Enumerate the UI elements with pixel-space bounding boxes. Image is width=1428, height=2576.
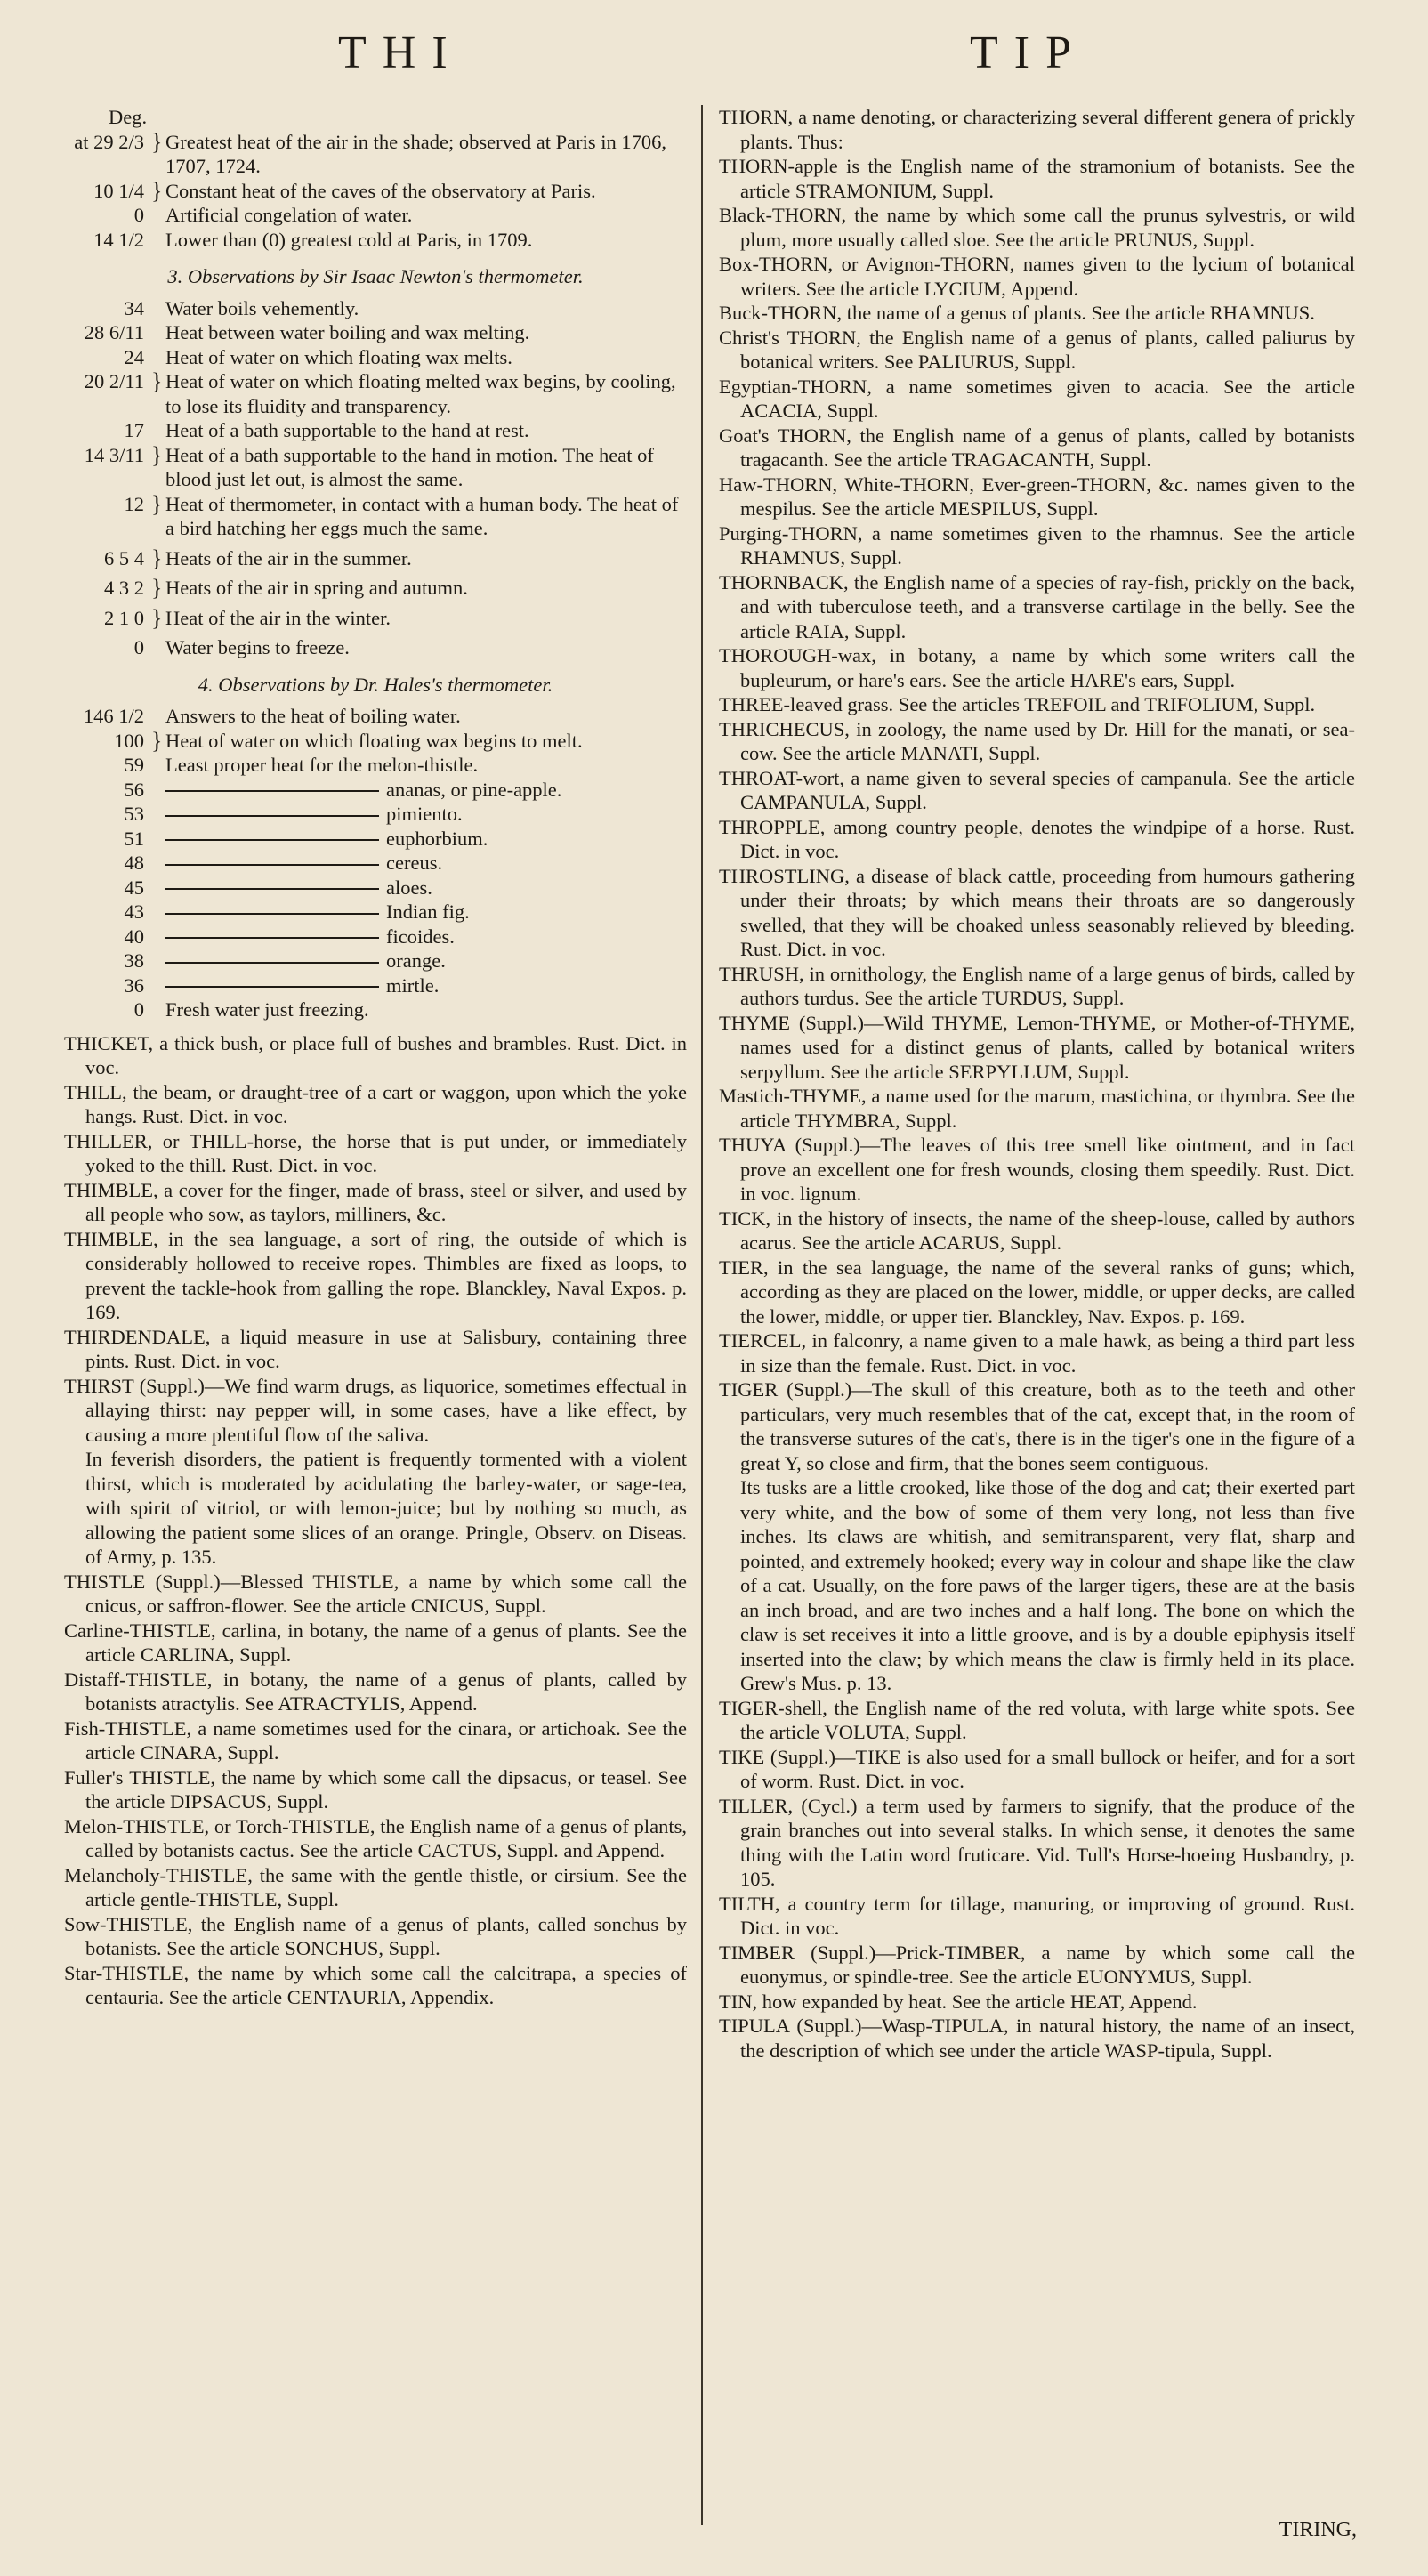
entry-continuation: In feverish disorders, the patient is frequently tormented with a violent thirst, which is moderated by acidulating the barley-water, or sage-tea, with spirit of vitriol, or with lemon-juice; but by nothing so much, as allowing the patient some slices of an orange. Pringle, Observ. on Diseas. of Army, p. 135. [85,1448,687,1568]
brace-icon: } [151,490,163,517]
entry: Carline-THISTLE, carlina, in botany, the name of a genus of plants. See the article CARLINA, Suppl. [64,1619,687,1666]
entry: THROSTLING, a disease of black cattle, proceeding from humours gathering under their throats; by which means their throats are so dangerously swelled, that they will be choaked unless seasonably relieved by bleeding. Rust. Dict. in voc. [719,864,1355,960]
ditto-rule [165,864,379,866]
ditto-rule [165,913,379,915]
brace-icon: } [151,368,163,394]
deg-desc: Heat of the air in the winter. [165,606,391,629]
entry: Haw-THORN, White-THORN, Ever-green-THORN, &c. names given to the mespilus. See the article MESPILUS, Suppl. [719,472,1355,520]
deg-desc: Fresh water just freezing. [165,998,369,1021]
entry: TICK, in the history of insects, the name of the sheep-louse, called by authors acarus. See the article ACARUS, Suppl. [719,1207,1355,1254]
deg-value: 17 [124,419,144,441]
deg-desc: Artificial congelation of water. [165,204,413,226]
table-row [64,997,687,1022]
deg-desc: Heat of a bath supportable to the hand at rest. [165,419,529,441]
table-row [64,876,687,900]
ditto-rule [165,962,379,964]
ditto-rule [165,815,379,817]
table-row [64,296,687,321]
deg-value: 2 1 0 [104,606,144,629]
running-header-left: THI [338,28,464,78]
deg-value: 4 3 2 [104,577,144,599]
deg-desc: pimiento. [386,803,463,825]
entry: Goat's THORN, the English name of a genus of plants, called by botanists tragacanth. See the article TRAGACANTH, Suppl. [719,424,1355,471]
entry: TIGER-shell, the English name of the red voluta, with large white spots. See the article VOLUTA, Suppl. [719,1696,1355,1743]
entry: THIMBLE, a cover for the finger, made of brass, steel or silver, and used by all people who sow, as taylors, milliners, &c. [64,1178,687,1225]
deg-desc: Heat of thermometer, in contact with a human body. The heat of a bird hatching her eggs much the same. [165,492,679,539]
entry: Sow-THISTLE, the English name of a genus of plants, called sonchus by botanists. See the article SONCHUS, Suppl. [64,1912,687,1959]
table-row [64,418,687,443]
table-row [64,576,687,601]
deg-desc: Least proper heat for the melon-thistle. [165,754,479,776]
deg-value: 14 3/11 [84,443,144,466]
deg-value: 53 [124,803,144,825]
deg-value: 36 [124,973,144,997]
deg-desc: Heat of water on which floating wax begins to melt. [165,729,583,752]
ditto-rule [165,937,379,939]
entry: THRUSH, in ornithology, the English name of a large genus of birds, called by authors turdus. See the article TURDUS, Suppl. [719,962,1355,1009]
entry: TIGER (Suppl.)—The skull of this creature, both as to the teeth and other particulars, very much resembles that of the cat, except that, in the room of the transverse sutures of the cat's, there is in the tiger's one in the figure of a great Y, so close and firm, that the bones seem contiguous. [719,1378,1355,1474]
entry: Fuller's THISTLE, the name by which some call the dipsacus, or teasel. See the article DIPSACUS, Suppl. [64,1765,687,1813]
table-row [64,949,687,973]
table-row [64,130,687,179]
table-row [64,203,687,228]
table-row [64,973,687,998]
table-row [64,704,687,729]
entry: Black-THORN, the name by which some call the prunus sylvestris, or wild plum, more usually called sloe. See the article PRUNUS, Suppl. [719,204,1355,251]
ditto-rule [165,986,379,988]
entry-continuation: Its tusks are a little crooked, like those of the dog and cat; their exerted part very white, and the bow of some of them very long, not less than five inches. Its claws are whitish, and semitransparent, very flat, sharp and pointed, and extremely hooked; every way in colour and shape like the claw of a cat. Usually, on the fore paws of the larger tigers, these are at the basis an inch broad, and are two inches and a half long. The bone on which the claw is set receives it into a little groove, and is by a double epiphysis itself inserted into the claw; by which means the claw is firmly held in its place. Grew's Mus. p. 13. [740,1476,1355,1694]
deg-desc: euphorbium. [386,827,488,850]
deg-desc: ficoides. [386,925,455,948]
deg-value: 28 6/11 [84,321,144,343]
entry: TIKE (Suppl.)—TIKE is also used for a small bullock or heifer, and for a sort of worm. Rust. Dict. in voc. [719,1745,1355,1792]
entry: THOROUGH-wax, in botany, a name by which some writers call the bupleurum, or hare's ears. See the article HARE's ears, Suppl. [719,644,1355,691]
entry: THYME (Suppl.)—Wild THYME, Lemon-THYME, or Mother-of-THYME, names used for a distinct genus of plants, called by botanical writers serpyllum. See the article SERPYLLUM, Suppl. [719,1011,1355,1083]
deg-desc: Heat of water on which floating melted wax begins, by cooling, to lose its fluidity and transparency. [165,370,676,417]
deg-desc: Greatest heat of the air in the shade; observed at Paris in 1706, 1707, 1724. [165,130,666,177]
ditto-rule [165,790,379,792]
obs4-title: 4. Observations by Dr. Hales's thermometer. [198,673,553,696]
entry: THROAT-wort, a name given to several species of campanula. See the article CAMPANULA, Suppl. [719,766,1355,813]
entry: THILLER, or THILL-horse, the horse that is put under, or immediately yoked to the thill. Rust. Dict. in voc. [64,1129,687,1176]
deg-desc: Constant heat of the caves of the observatory at Paris. [165,179,596,202]
table-row [64,729,687,754]
deg-value: 45 [124,876,144,899]
table-row [64,827,687,852]
brace-icon: } [151,727,163,754]
entry: Melon-THISTLE, or Torch-THISTLE, the English name of a genus of plants, called by botanists cactus. See the article CACTUS, Suppl. and Append. [64,1814,687,1861]
deg-value: 0 [133,998,144,1021]
entry: THUYA (Suppl.)—The leaves of this tree smell like ointment, and in fact prove an excellent one for fresh wounds, closing them speedily. Rust. Dict. in voc. lignum. [719,1134,1355,1205]
deg-desc: Heats of the air in the summer. [165,546,412,569]
entry: Box-THORN, or Avignon-THORN, names given to the lycium of botanical writers. See the article LYCIUM, Append. [719,253,1355,300]
deg-desc: Lower than (0) greatest cold at Paris, in 1709. [165,228,533,251]
column-divider [701,105,703,2525]
table-row [64,228,687,253]
deg-desc: Heat of water on which floating wax melts. [165,345,512,368]
entry: THREE-leaved grass. See the articles TREFOIL and TRIFOLIUM, Suppl. [719,693,1316,715]
entry: THIMBLE, in the sea language, a sort of ring, the outside of which is considerably hollowed to receive ropes. Thimbles are fixed as loops, to prevent the tackle-hook from galling the rope. Blanckley, Naval Expos. p. 169. [64,1227,687,1323]
brace-icon: } [151,545,163,571]
table-row [64,546,687,571]
deg-value: 146 1/2 [83,705,144,727]
brace-icon: } [151,128,163,155]
entry: TILLER, (Cycl.) a term used by farmers to signify, that the produce of the grain branches out into several stalks. In which sense, it denotes the same thing with the Latin word fruticare. Vid. Tull's Horse-hoeing Husbandry, p. 105. [719,1794,1355,1890]
table-row [64,606,687,631]
deg-desc: Heat between water boiling and wax melting. [165,321,530,343]
deg-value: 48 [124,852,144,874]
deg-desc: Heat of a bath supportable to the hand in motion. The heat of blood just let out, is almost the same. [165,443,654,490]
entry: TIER, in the sea language, the name of the several ranks of guns; which, according as they are placed on the lower, middle, or upper decks, are called the lower, middle, or upper tier. Blanckley, Nav. Expos. p. 169. [719,1256,1355,1328]
entry: TIPULA (Suppl.)—Wasp-TIPULA, in natural history, the name of an insect, the description of which see under the article WASP-tipula, Suppl. [719,2015,1355,2062]
deg-value: 0 [133,636,144,658]
deg-desc: Indian fig. [386,900,470,923]
deg-value: 43 [124,900,144,923]
deg-value: 56 [124,778,144,801]
deg-desc: Water begins to freeze. [165,636,350,658]
entry: THIRST (Suppl.)—We find warm drugs, as liquorice, sometimes effectual in allaying thirst: nay pepper will, in some cases, have a like effect, by causing a more plentiful flow of the saliva. [64,1374,687,1446]
deg-desc: Water boils vehemently. [165,296,359,319]
entry: Melancholy-THISTLE, the same with the gentle thistle, or cirsium. See the article gentle-THISTLE, Suppl. [64,1863,687,1910]
brace-icon: } [151,177,163,204]
table-row [64,492,687,541]
running-header-right: TIP [970,28,1087,78]
entry: Egyptian-THORN, a name sometimes given to acacia. See the article ACACIA, Suppl. [719,375,1355,422]
deg-value: 20 2/11 [84,370,144,392]
left-entries [64,1031,687,2010]
table-row [64,635,687,660]
deg-value: 59 [124,754,144,776]
deg-value: 24 [124,345,144,368]
entry: Mastich-THYME, a name used for the marum, mastichina, or thymbra. See the article THYMBRA, Suppl. [719,1085,1355,1132]
entry: Distaff-THISTLE, in botany, the name of a genus of plants, called by botanists atractylis. See ATRACTYLIS, Append. [64,1668,687,1715]
table-row [64,345,687,370]
entry: TIN, how expanded by heat. See the article HEAT, Append. [719,1990,1198,2013]
table-row [64,900,687,925]
brace-icon: } [151,575,163,601]
catchword: TIRING, [1279,2518,1357,2541]
entry: THROPPLE, among country people, denotes the windpipe of a horse. Rust. Dict. in voc. [719,815,1355,862]
table-row [64,851,687,876]
deg-value: 100 [114,729,144,752]
entry: Buck-THORN, the name of a genus of plants. See the article RHAMNUS. [719,302,1315,324]
entry: THIRDENDALE, a liquid measure in use at Salisbury, containing three pints. Rust. Dict. in voc. [64,1325,687,1372]
deg-desc: cereus. [386,852,443,874]
entry: THRICHECUS, in zoology, the name used by Dr. Hill for the manati, or sea-cow. See the article MANATI, Suppl. [719,717,1355,764]
entry: Purging-THORN, a name sometimes given to the rhamnus. See the article RHAMNUS, Suppl. [719,521,1355,569]
deg-value: 34 [124,296,144,319]
entry: TIERCEL, in falconry, a name given to a male hawk, as being a third part less in size than the female. Rust. Dict. in voc. [719,1329,1355,1377]
entry: THICKET, a thick bush, or place full of bushes and brambles. Rust. Dict. in voc. [64,1031,687,1078]
deg-desc: Answers to the heat of boiling water. [165,705,461,727]
table-row [64,179,687,204]
thermometer-table-1 [64,130,687,253]
table-row [64,753,687,778]
entry: TILTH, a country term for tillage, manuring, or improving of ground. Rust. Dict. in voc. [719,1892,1355,1939]
entry: THORN-apple is the English name of the stramonium of botanists. See the article STRAMONIUM, Suppl. [719,155,1355,202]
deg-desc: ananas, or pine-apple. [386,778,562,801]
ditto-rule [165,839,379,841]
deg-value: 40 [124,925,144,948]
left-column [64,105,687,2010]
table-row [64,369,687,418]
deg-label: Deg. [109,106,148,128]
ditto-rule [165,888,379,890]
deg-value: 10 1/4 [93,179,144,202]
entry: Christ's THORN, the English name of a genus of plants, called paliurus by botanical writers. See PALIURUS, Suppl. [719,326,1355,373]
entry: THORNBACK, the English name of a species of ray-fish, prickly on the back, and with tuberculose teeth, and a transverse cartilage in the belly. See the article RAIA, Suppl. [719,570,1355,642]
deg-value: 51 [124,827,144,850]
right-column [719,105,1355,2063]
brace-icon: } [151,441,163,468]
table-row [64,802,687,827]
entry: TIMBER (Suppl.)—Prick-TIMBER, a name by which some call the euonymus, or spindle-tree. See the article EUONYMUS, Suppl. [719,1941,1355,1988]
brace-icon: } [151,604,163,631]
entry: Fish-THISTLE, a name sometimes used for the cinara, or artichoak. See the article CINARA, Suppl. [64,1716,687,1764]
deg-desc: orange. [386,949,446,972]
entry: THORN, a name denoting, or characterizing several different genera of prickly plants. Thus: [719,106,1355,153]
table-row [64,320,687,345]
entry: THILL, the beam, or draught-tree of a cart or waggon, upon which the yoke hangs. Rust. Dict. in voc. [64,1080,687,1127]
deg-value: at 29 2/3 [74,130,144,153]
thermometer-table-4 [64,704,687,1022]
deg-desc: Heats of the air in spring and autumn. [165,577,468,599]
table-row [64,925,687,949]
deg-value: 6 5 4 [104,546,144,569]
deg-value: 12 [124,492,144,515]
deg-value: 14 1/2 [93,228,144,251]
deg-desc: mirtle. [386,973,440,997]
table-row [64,778,687,803]
deg-value: 0 [133,204,144,226]
deg-desc: aloes. [386,876,432,899]
table-row [64,443,687,492]
entry: THISTLE (Suppl.)—Blessed THISTLE, a name by which some call the cnicus, or saffron-flower. See the article CNICUS, Suppl. [64,1570,687,1617]
entry: Star-THISTLE, the name by which some call the calcitrapa, a species of centauria. See the article CENTAURIA, Appendix. [64,1961,687,2008]
obs3-title: 3. Observations by Sir Isaac Newton's thermometer. [167,265,584,287]
deg-value: 38 [124,949,144,972]
thermometer-table-3 [64,296,687,660]
